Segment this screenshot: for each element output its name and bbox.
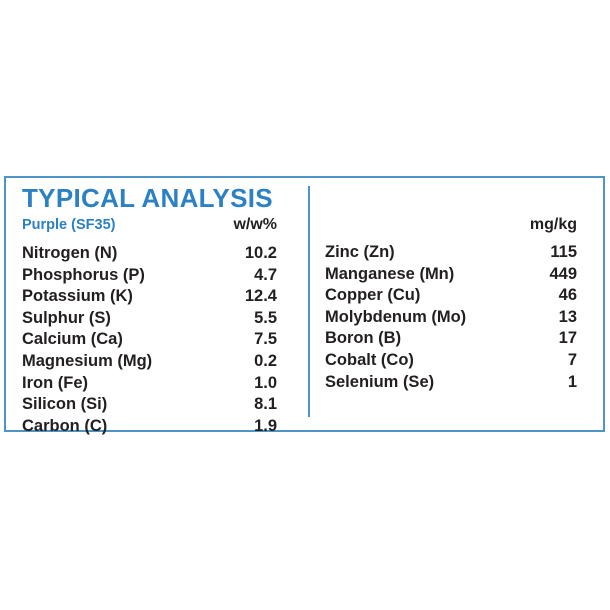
analysis-columns	[6, 178, 603, 435]
table-row	[325, 307, 577, 329]
element-label: Sulphur (S)	[22, 308, 111, 327]
table-row	[325, 242, 577, 264]
element-value: 8.1	[254, 395, 277, 414]
element-label: Calcium (Ca)	[22, 330, 123, 349]
right-unit-label: mg/kg	[529, 216, 577, 233]
table-row	[325, 350, 577, 372]
table-row	[22, 329, 277, 351]
element-value: 115	[550, 243, 577, 261]
element-value: 5.5	[254, 308, 277, 327]
table-row	[22, 265, 277, 287]
element-label: Phosphorus (P)	[22, 265, 145, 284]
macro-rows	[22, 243, 277, 437]
trace-elements-column	[309, 178, 603, 430]
element-label: Silicon (Si)	[22, 395, 108, 414]
column-divider	[308, 186, 310, 417]
element-value: 17	[558, 329, 577, 348]
element-label: Copper (Cu)	[325, 286, 421, 305]
element-value: 46	[558, 286, 577, 305]
macro-elements-column	[6, 178, 309, 435]
element-value: 7	[567, 350, 577, 369]
title-spacer	[325, 184, 577, 212]
element-value: 4.7	[254, 265, 277, 284]
left-unit-label: w/w%	[233, 216, 277, 233]
element-value: 7.5	[254, 330, 277, 349]
element-value: 10.2	[244, 244, 277, 262]
table-row	[22, 286, 277, 308]
table-row	[325, 264, 577, 286]
table-row	[325, 328, 577, 350]
element-label: Zinc (Zn)	[325, 243, 395, 261]
table-row	[22, 394, 277, 416]
left-column-header	[22, 214, 277, 236]
product-name: Purple (SF35)	[22, 217, 116, 233]
table-row	[22, 308, 277, 330]
element-value: 1.0	[254, 373, 277, 392]
panel-title: TYPICAL ANALYSIS	[22, 183, 273, 213]
typical-analysis-panel	[4, 176, 605, 435]
element-label: Cobalt (Co)	[325, 350, 414, 369]
table-row	[22, 243, 277, 265]
element-value: 12.4	[244, 287, 277, 306]
table-row	[22, 351, 277, 373]
element-value: 13	[558, 307, 577, 326]
element-value: 1	[567, 372, 577, 391]
trace-rows	[325, 242, 577, 393]
element-label: Manganese (Mn)	[325, 264, 455, 283]
element-label: Molybdenum (Mo)	[325, 307, 467, 326]
element-label: Selenium (Se)	[325, 372, 435, 391]
element-label: Nitrogen (N)	[22, 244, 118, 262]
element-value: 449	[549, 264, 577, 283]
element-value: 0.2	[254, 351, 277, 370]
table-row	[22, 373, 277, 395]
table-row	[22, 416, 277, 438]
element-label: Iron (Fe)	[22, 373, 88, 392]
right-column-header	[325, 214, 577, 235]
element-value: 1.9	[254, 416, 277, 435]
table-row	[325, 372, 577, 394]
table-row	[325, 285, 577, 307]
element-label: Potassium (K)	[22, 287, 133, 306]
element-label: Magnesium (Mg)	[22, 351, 153, 370]
element-label: Boron (B)	[325, 329, 402, 348]
element-label: Carbon (C)	[22, 416, 108, 435]
